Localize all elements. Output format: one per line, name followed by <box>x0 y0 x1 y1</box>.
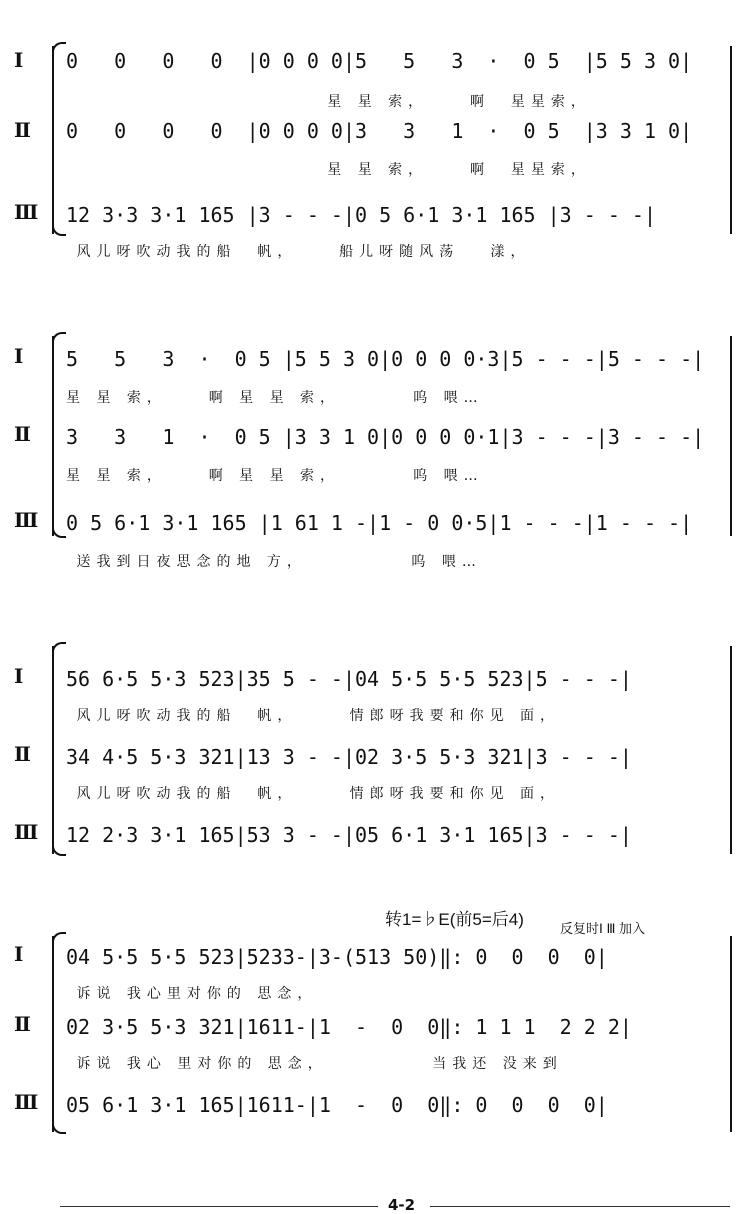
system-bracket <box>52 336 54 536</box>
part-2-lyrics: 星 星 索， 啊 星 星 索， 呜 喂… <box>66 468 484 484</box>
system-bracket-bottom <box>52 224 66 236</box>
part-2-lyrics: 诉说 我心 里对你的 思念， 当我还 没来到 <box>66 1056 563 1072</box>
part-3-notes: 0 5 6·1 3·1 165 |1 61 1 -|1 - 0 0·5|1 - - -|1 - - -| <box>66 511 693 535</box>
part-1-notes: 56 6·5 5·3 523|35 5 - -|04 5·5 5·5 523|5 - - -| <box>66 667 632 691</box>
part-label-3: Ⅲ <box>14 820 37 844</box>
part-2-notes: 34 4·5 5·3 321|13 3 - -|02 3·5 5·3 321|3 - - -| <box>66 745 632 769</box>
part-1-notes: 5 5 3 · 0 5 |5 5 3 0|0 0 0 0·3|5 - - -|5 - - -| <box>66 347 705 371</box>
part-label-3: Ⅲ <box>14 200 37 224</box>
system-bracket-top <box>52 332 66 344</box>
part-2-lyrics: 星 星 索， 啊 星星索， <box>66 162 591 178</box>
system-bracket-top <box>52 932 66 944</box>
part-label-2: Ⅱ <box>14 1012 29 1036</box>
system-bracket-bottom <box>52 844 66 856</box>
part-1-lyrics: 星 星 索， 啊 星 星 索， 呜 喂… <box>66 390 484 406</box>
system-bracket-top <box>52 642 66 654</box>
page-number: 4-2 <box>388 1196 416 1214</box>
system-bracket-bottom <box>52 1122 66 1134</box>
part-3-lyrics: 送我到日夜思念的地 方， 呜 喂… <box>66 554 482 570</box>
system-bracket-top <box>52 42 66 54</box>
part-1-notes: 04 5·5 5·5 523|5233-|3-(513 50)‖: 0 0 0 0| <box>66 945 608 969</box>
part-3-notes: 05 6·1 3·1 165|1611-|1 - 0 0‖: 0 0 0 0| <box>66 1093 608 1117</box>
repeat-annotation: 反复时Ⅰ Ⅲ 加入 <box>560 921 646 936</box>
part-label-1: Ⅰ <box>14 664 22 688</box>
part-label-3: Ⅲ <box>14 508 37 532</box>
part-3-notes: 12 3·3 3·1 165 |3 - - -|0 5 6·1 3·1 165 |3 - - -| <box>66 203 657 227</box>
part-label-1: Ⅰ <box>14 48 22 72</box>
part-1-lyrics: 星 星 索， 啊 星星索， <box>66 94 591 110</box>
part-label-1: Ⅰ <box>14 942 22 966</box>
footer-rule-left <box>60 1206 378 1207</box>
key-change-annotation: 转1=♭E(前5=后4) <box>385 910 524 929</box>
system-bracket-bottom <box>52 526 66 538</box>
part-label-2: Ⅱ <box>14 422 29 446</box>
part-label-2: Ⅱ <box>14 742 29 766</box>
system-bracket <box>52 936 54 1132</box>
part-3-notes: 12 2·3 3·1 165|53 3 - -|05 6·1 3·1 165|3 - - -| <box>66 823 632 847</box>
part-1-lyrics: 诉说 我心里对你的 思念， <box>66 986 318 1002</box>
part-label-1: Ⅰ <box>14 344 22 368</box>
part-2-lyrics: 风儿呀吹动我的船 帆， 情郎呀我要和你见 面， <box>66 786 561 802</box>
part-2-notes: 3 3 1 · 0 5 |3 3 1 0|0 0 0 0·1|3 - - -|3 - - -| <box>66 425 705 449</box>
part-label-3: Ⅲ <box>14 1090 37 1114</box>
part-1-lyrics: 风儿呀吹动我的船 帆， 情郎呀我要和你见 面， <box>66 708 561 724</box>
part-3-lyrics: 风儿呀吹动我的船 帆， 船儿呀随风荡 漾， <box>66 244 531 260</box>
part-1-notes: 0 0 0 0 |0 0 0 0|5 5 3 · 0 5 |5 5 3 0| <box>66 49 693 73</box>
part-2-notes: 0 0 0 0 |0 0 0 0|3 3 1 · 0 5 |3 3 1 0| <box>66 119 693 143</box>
part-2-notes: 02 3·5 5·3 321|1611-|1 - 0 0‖: 1 1 1 2 2 2| <box>66 1015 632 1039</box>
footer-rule-right <box>430 1206 730 1207</box>
system-bracket <box>52 46 54 234</box>
system-bracket <box>52 646 54 854</box>
part-label-2: Ⅱ <box>14 118 29 142</box>
